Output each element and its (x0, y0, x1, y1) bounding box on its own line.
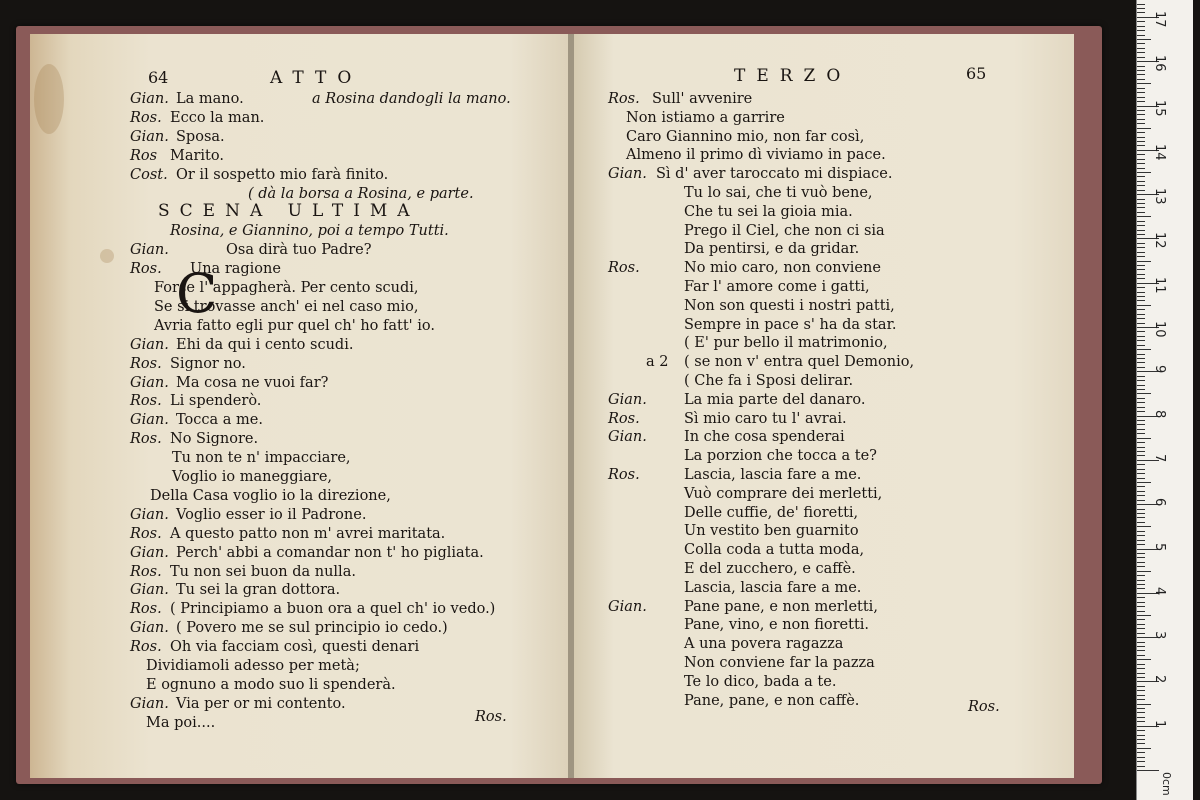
ruler-tick (1137, 114, 1145, 115)
verse-line: Lascia, lascia fare a me. (684, 467, 862, 483)
ruler-tick (1137, 451, 1145, 452)
ruler-tick (1137, 721, 1145, 722)
verse-line: E ognuno a modo suo li spenderà. (146, 676, 396, 693)
ruler-tick (1137, 739, 1145, 740)
ruler-tick (1137, 571, 1151, 572)
ruler-tick (1137, 92, 1145, 93)
ruler-tick (1137, 380, 1145, 381)
ruler-tick (1137, 469, 1145, 470)
verse-line: Osa dirà tuo Padre? (226, 242, 372, 259)
ruler-tick (1137, 557, 1145, 558)
ruler-tick (1137, 708, 1145, 709)
ruler-tick (1137, 389, 1145, 390)
ruler-number: 2 (1152, 675, 1167, 684)
right-page (574, 34, 1074, 778)
ruler-tick (1137, 349, 1151, 350)
right-running-head: TERZO (734, 66, 852, 86)
ruler-tick (1137, 163, 1145, 164)
ruler-unit-label: 0cm (1160, 772, 1173, 796)
ruler-tick (1137, 486, 1145, 487)
ruler-tick (1137, 743, 1145, 744)
verse-line: La porzion che tocca a te? (684, 448, 877, 465)
ruler-tick (1137, 553, 1145, 554)
ruler-tick (1137, 544, 1145, 545)
ruler-tick (1137, 602, 1145, 603)
speaker-label: Ros. (130, 393, 162, 410)
ruler-tick (1137, 243, 1145, 244)
ruler-tick (1137, 730, 1145, 731)
ruler-tick (1137, 57, 1145, 58)
ruler-tick (1137, 216, 1151, 217)
ruler-tick (1137, 535, 1145, 536)
verse-line: Sposa. (176, 128, 225, 145)
verse-line: ( Principiamo a buon ora a quel ch' io vedo.) (170, 601, 496, 618)
ruler-tick (1137, 761, 1145, 762)
verse-line: In che cosa spenderai (684, 429, 845, 446)
ruler-tick (1137, 300, 1145, 301)
speaker-label: Gian. (130, 128, 169, 145)
speaker-label: Gian. (130, 242, 169, 259)
ruler-tick (1137, 478, 1145, 479)
ruler-tick (1137, 110, 1145, 111)
ruler-tick (1137, 588, 1145, 589)
ruler-tick (1137, 433, 1145, 434)
ruler-number: 15 (1152, 99, 1167, 117)
speaker-label: Gian. (608, 391, 647, 408)
ruler-tick (1137, 331, 1145, 332)
ruler-tick (1137, 292, 1145, 293)
left-catchword: Ros. (475, 709, 507, 725)
ruler-tick (1137, 256, 1145, 257)
ruler-tick (1137, 97, 1145, 98)
speaker-label: Gian. (130, 582, 169, 599)
right-page-number: 65 (966, 64, 987, 83)
verse-line: Una ragione (190, 261, 281, 278)
right-catchword: Ros. (968, 699, 1000, 715)
ruler-tick (1137, 695, 1145, 696)
verse-line: Sempre in pace s' ha da star. (684, 316, 897, 333)
ruler-tick (1137, 606, 1145, 607)
verse-line: Tocca a me. (176, 412, 263, 429)
speaker-label: Ros. (130, 431, 162, 448)
stage-direction: a Rosina dandogli la mano. (312, 91, 511, 107)
ruler-number: 5 (1152, 542, 1167, 551)
verse-line: Non conviene far la pazza (684, 655, 875, 671)
ruler-tick (1137, 566, 1145, 567)
ruler-tick (1137, 318, 1145, 319)
verse-line: Colla coda a tutta moda, (684, 542, 865, 559)
ruler-tick (1137, 619, 1145, 620)
ruler-tick (1137, 354, 1145, 355)
ruler-tick (1137, 420, 1145, 421)
ruler-tick (1137, 199, 1145, 200)
ruler-tick (1137, 633, 1145, 634)
verse-line: Avria fatto egli pur quel ch' ho fatt' io. (154, 317, 435, 334)
verse-line: A questo patto non m' avrei maritata. (170, 525, 446, 542)
ruler-tick (1137, 345, 1145, 346)
ruler-tick (1137, 88, 1145, 89)
ruler-tick (1137, 287, 1145, 288)
ruler-tick (1137, 70, 1145, 71)
ruler-tick (1137, 699, 1145, 700)
verse-line: Te lo dico, bada a te. (684, 673, 837, 690)
ruler-tick (1137, 385, 1145, 386)
ruler-number: 6 (1152, 498, 1167, 507)
verse-line: Delle cuffie, de' fioretti, (684, 504, 859, 521)
verse-line: Se si trovasse anch' ei nel caso mio, (154, 298, 419, 315)
ruler-tick (1137, 424, 1145, 425)
ruler-tick (1137, 101, 1145, 102)
ruler-tick (1137, 154, 1145, 155)
ruler-tick (1137, 517, 1145, 518)
verse-line: La mia parte del danaro. (684, 391, 866, 408)
ruler-number: 3 (1152, 631, 1167, 640)
ruler-number: 17 (1152, 10, 1167, 28)
speaker-label: Ros (130, 147, 158, 164)
ruler-number: 11 (1152, 276, 1167, 294)
verse-line: Sì d' aver taroccato mi dispiace. (656, 166, 893, 183)
ruler-tick (1137, 752, 1145, 753)
ruler-tick (1137, 531, 1145, 532)
verse-line: Caro Giannino mio, non far così, (626, 128, 865, 145)
verse-line: Un vestito ben guarnito (684, 523, 859, 540)
ruler-tick (1137, 442, 1145, 443)
verse-line: Tu sei la gran dottora. (176, 582, 341, 599)
ruler-tick (1137, 655, 1145, 656)
ruler-tick (1137, 336, 1145, 337)
speaker-label: a 2 (646, 354, 669, 371)
verse-line: Dividiamoli adesso per metà; (146, 658, 360, 674)
ruler-number: 1 (1152, 719, 1167, 728)
speaker-label: Ros. (130, 109, 162, 126)
ruler-tick (1137, 203, 1145, 204)
speaker-label: Ros. (130, 601, 162, 618)
ruler-tick (1137, 305, 1151, 306)
speaker-label: Ros. (130, 525, 162, 542)
verse-line: Tu non te n' impacciare, (172, 450, 351, 467)
ruler-tick (1137, 438, 1151, 439)
verse-line: Tu non sei buon da nulla. (170, 563, 356, 580)
ruler-tick (1137, 411, 1145, 412)
ruler-tick (1137, 624, 1145, 625)
ruler-tick (1137, 659, 1151, 660)
ruler-tick (1137, 296, 1145, 297)
left-running-head: ATTO (270, 68, 363, 88)
ruler-tick (1137, 207, 1145, 208)
ruler-tick (1137, 367, 1145, 368)
ruler-tick (1137, 646, 1145, 647)
ruler-tick (1137, 314, 1145, 315)
ruler-tick (1137, 455, 1145, 456)
verse-line: No Signore. (170, 431, 259, 448)
ruler-tick (1137, 748, 1151, 749)
verse-line: Almeno il primo dì viviamo in pace. (626, 147, 886, 164)
ruler-number: 8 (1152, 409, 1167, 418)
speaker-label: Gian. (130, 544, 169, 561)
verse-line: Sull' avvenire (652, 91, 753, 107)
left-page-number: 64 (148, 68, 169, 87)
measurement-ruler (1136, 0, 1193, 800)
ruler-tick (1137, 274, 1145, 275)
ruler-tick (1137, 26, 1145, 27)
ruler-tick (1137, 500, 1145, 501)
ruler-tick (1137, 597, 1145, 598)
verse-line: Far l' amore come i gatti, (684, 279, 870, 295)
ruler-tick (1137, 717, 1145, 718)
ruler-tick (1137, 393, 1151, 394)
verse-line: Ma cosa ne vuoi far? (176, 374, 329, 391)
ruler-tick (1137, 21, 1145, 22)
ruler-tick (1137, 181, 1145, 182)
verse-line: Non istiamo a garrire (626, 109, 785, 126)
speaker-label: Ros. (608, 91, 640, 107)
verse-line: Prego il Ciel, che non ci sia (684, 222, 885, 239)
ruler-tick (1137, 145, 1145, 146)
ruler-tick (1137, 128, 1151, 129)
ruler-tick (1137, 234, 1145, 235)
verse-line: Non son questi i nostri patti, (684, 297, 895, 314)
ruler-tick (1137, 168, 1145, 169)
ruler-tick (1137, 261, 1151, 262)
ruler-tick (1137, 141, 1145, 142)
ruler-tick (1137, 402, 1145, 403)
ruler-tick (1137, 35, 1145, 36)
speaker-label: Gian. (130, 620, 169, 637)
ruler-tick (1137, 398, 1145, 399)
verse-line: ( se non v' entra quel Demonio, (684, 354, 915, 371)
speaker-label: Gian. (130, 506, 169, 523)
verse-line: Li spenderò. (170, 393, 262, 410)
verse-line: ( Che fa i Sposi delirar. (684, 373, 854, 389)
verse-line: Voglio io maneggiare, (172, 469, 333, 485)
verse-line: Da pentirsi, e da gridar. (684, 241, 860, 258)
ruler-tick (1137, 225, 1145, 226)
ruler-tick (1137, 83, 1151, 84)
ruler-tick (1137, 212, 1145, 213)
ruler-tick (1137, 686, 1145, 687)
ruler-tick (1137, 323, 1145, 324)
ruler-tick (1137, 526, 1151, 527)
verse-line: A una povera ragazza (684, 636, 844, 653)
ruler-number: 12 (1152, 232, 1167, 249)
verse-line: Tu lo sai, che ti vuò bene, (684, 185, 873, 201)
speaker-label: Gian. (130, 336, 169, 353)
speaker-label: Gian. (608, 598, 647, 615)
verse-line: Ecco la man. (170, 109, 265, 126)
speaker-label: Ros. (130, 563, 162, 580)
ruler-tick (1137, 79, 1145, 80)
ruler-tick (1137, 611, 1145, 612)
ruler-tick (1137, 66, 1145, 67)
ruler-tick (1137, 52, 1145, 53)
speaker-label: Ros. (130, 261, 162, 278)
ruler-tick (1137, 429, 1145, 430)
ruler-tick (1137, 172, 1151, 173)
ruler-tick (1137, 48, 1145, 49)
speaker-label: Cost. (130, 166, 168, 183)
speaker-label: Ros. (608, 467, 640, 483)
ruler-tick (1137, 704, 1151, 705)
ruler-tick (1137, 309, 1145, 310)
ruler-tick (1137, 473, 1145, 474)
ruler-tick (1137, 137, 1145, 138)
verse-line: Pane, pane, e non caffè. (684, 692, 860, 709)
ruler-tick (1137, 176, 1145, 177)
ruler-tick (1137, 628, 1145, 629)
ruler-tick (1137, 495, 1145, 496)
verse-line: Ehi da qui i cento scudi. (176, 336, 354, 353)
ruler-tick (1137, 575, 1145, 576)
ruler-tick (1137, 580, 1145, 581)
ruler-tick (1137, 673, 1145, 674)
ruler-tick (1137, 190, 1145, 191)
ruler-tick (1137, 185, 1145, 186)
verse-line: Vuò comprare dei merletti, (684, 485, 883, 502)
ruler-tick (1137, 650, 1145, 651)
left-page (30, 34, 570, 778)
ruler-tick (1137, 757, 1145, 758)
verse-line: Sì mio caro tu l' avrai. (684, 410, 847, 427)
speaker-label: Gian. (130, 695, 169, 712)
ruler-tick (1137, 12, 1145, 13)
ruler-tick (1137, 4, 1145, 5)
verse-line: Or il sospetto mio farà finito. (176, 166, 389, 183)
ruler-number: 7 (1152, 453, 1167, 463)
ruler-tick (1137, 39, 1151, 40)
ruler-tick (1137, 119, 1145, 120)
ruler-tick (1137, 221, 1145, 222)
stage-direction: Rosina, e Giannino, poi a tempo Tutti. (170, 223, 449, 240)
ruler-tick (1137, 766, 1145, 767)
ruler-tick (1137, 265, 1145, 266)
ruler-tick (1137, 690, 1145, 691)
speaker-label: Ros. (608, 410, 640, 427)
ruler-tick (1137, 74, 1145, 75)
ruler-tick (1137, 513, 1145, 514)
ruler-tick (1137, 8, 1145, 9)
ruler-tick (1137, 522, 1145, 523)
ruler-tick (1137, 230, 1145, 231)
ruler-tick (1137, 482, 1151, 483)
ruler-tick (1137, 43, 1145, 44)
speaker-label: Gian. (130, 91, 169, 107)
speaker-label: Ros. (130, 639, 162, 656)
scene-heading: SCENA ULTIMA (158, 201, 420, 222)
stage-direction: ( dà la borsa a Rosina, e parte. (248, 185, 474, 202)
verse-line: La mano. (176, 91, 244, 107)
ruler-tick (1137, 123, 1145, 124)
ruler-tick (1137, 340, 1145, 341)
speaker-label: Gian. (130, 412, 169, 429)
speaker-label: Gian. (130, 374, 169, 391)
ruler-number: 13 (1152, 188, 1167, 205)
ruler-number: 14 (1152, 143, 1167, 161)
verse-line: Pane, vino, e non fioretti. (684, 617, 870, 634)
verse-line: Marito. (170, 147, 224, 164)
age-stain (100, 249, 114, 263)
ruler-tick (1137, 562, 1145, 563)
verse-line: Della Casa voglio io la direzione, (150, 487, 391, 504)
ruler-tick (1137, 668, 1145, 669)
speaker-label: Ros. (608, 260, 640, 277)
ruler-tick (1137, 269, 1145, 270)
ruler-tick (1137, 407, 1145, 408)
verse-line: Ma poi.... (146, 714, 216, 731)
ruler-number: 9 (1152, 365, 1167, 374)
ruler-tick (1137, 712, 1145, 713)
verse-line: Lascia, lascia fare a me. (684, 579, 862, 596)
ruler-tick (1137, 491, 1145, 492)
ruler-tick (1137, 677, 1145, 678)
ruler-tick (1137, 362, 1145, 363)
verse-line: Oh via facciam così, questi denari (170, 639, 420, 656)
ruler-number: 4 (1152, 586, 1167, 596)
verse-line: ( Povero me se sul principio io cedo.) (176, 620, 448, 637)
ruler-tick (1137, 159, 1145, 160)
ruler-tick (1137, 464, 1145, 465)
age-stain (34, 64, 64, 134)
ruler-tick (1137, 664, 1145, 665)
ruler-number: 16 (1152, 55, 1167, 72)
ruler-tick (1137, 540, 1145, 541)
ruler-tick (1137, 509, 1145, 510)
ruler-tick (1137, 252, 1145, 253)
ruler-tick (1137, 735, 1145, 736)
ruler-tick (1137, 278, 1145, 279)
verse-line: Voglio esser io il Padrone. (176, 506, 367, 523)
ruler-tick (1137, 376, 1145, 377)
ruler-tick (1137, 447, 1145, 448)
verse-line: Pane pane, e non merletti, (684, 598, 878, 615)
speaker-label: Gian. (608, 166, 647, 183)
ruler-number: 10 (1152, 321, 1167, 338)
ruler-tick (1137, 30, 1145, 31)
ruler-tick (1137, 132, 1145, 133)
speaker-label: Ros. (130, 355, 162, 372)
verse-line: Forse l' appagherà. Per cento scudi, (154, 280, 419, 296)
ruler-tick (1137, 358, 1145, 359)
verse-line: E del zucchero, e caffè. (684, 561, 856, 577)
verse-line: Via per or mi contento. (176, 695, 346, 712)
verse-line: No mio caro, non conviene (684, 260, 881, 277)
drop-cap-initial: C (176, 262, 218, 325)
ruler-tick (1137, 642, 1145, 643)
verse-line: Perch' abbi a comandar non t' ho pigliata. (176, 544, 484, 561)
verse-line: Signor no. (170, 355, 246, 372)
ruler-tick (1137, 247, 1145, 248)
verse-line: Che tu sei la gioia mia. (684, 203, 853, 220)
ruler-tick (1137, 770, 1159, 771)
ruler-tick (1137, 615, 1151, 616)
verse-line: ( E' pur bello il matrimonio, (684, 335, 888, 352)
speaker-label: Gian. (608, 429, 647, 446)
ruler-tick (1137, 584, 1145, 585)
